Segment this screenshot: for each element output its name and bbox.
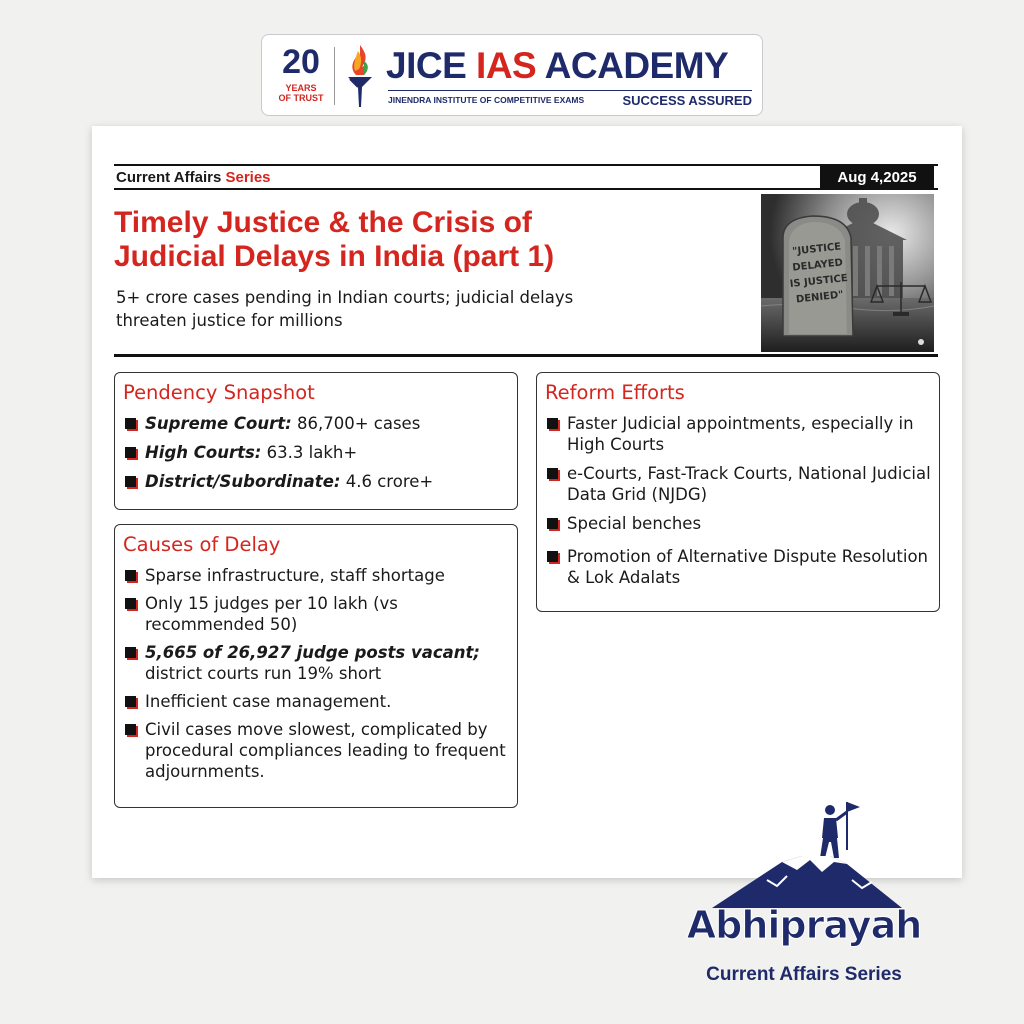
pendency-heading: Pendency Snapshot	[123, 381, 315, 404]
brand-word-jice: JICE	[386, 45, 467, 86]
square-bullet-icon	[125, 724, 136, 735]
series-rule-bottom	[114, 188, 938, 190]
svg-text:DELAYED: DELAYED	[791, 257, 844, 274]
reform-text: Faster Judicial appointments, especially in High Courts	[567, 414, 914, 454]
justice-delayed-illustration	[761, 194, 934, 352]
list-item	[545, 463, 933, 505]
brand-name	[386, 45, 728, 87]
reform-text: Special benches	[567, 514, 702, 533]
article-title: Timely Justice & the Crisis of Judicial Delays in India (part 1)	[114, 206, 555, 273]
square-bullet-icon	[125, 570, 136, 581]
years-number: 20	[282, 43, 320, 81]
brand-tagline: SUCCESS ASSURED	[622, 93, 752, 108]
cause-text: Sparse infrastructure, staff shortage	[145, 566, 445, 585]
years-caption: YEARS OF TRUST	[278, 83, 324, 103]
reform-list	[545, 413, 933, 596]
svg-text:"JUSTICE: "JUSTICE	[791, 241, 842, 258]
brand-subtitle: JINENDRA INSTITUTE OF COMPETITIVE EXAMS	[388, 95, 585, 105]
series-label	[116, 168, 271, 188]
article-card	[92, 126, 962, 878]
abhiprayah-logo	[672, 790, 932, 950]
square-bullet-icon	[125, 696, 136, 707]
list-item	[545, 513, 933, 534]
square-bullet-icon	[547, 551, 558, 562]
brand-word-ias: IAS	[476, 45, 537, 86]
square-bullet-icon	[547, 468, 558, 479]
series-label-main: Current Affairs	[116, 169, 222, 186]
abhiprayah-caption: Current Affairs Series	[706, 964, 902, 985]
reform-text: Promotion of Alternative Dispute Resolution & Lok Adalats	[567, 547, 929, 587]
pendency-list	[123, 413, 511, 500]
cause-text: Inefficient case management.	[145, 692, 392, 711]
article-subtitle: 5+ crore cases pending in Indian courts; judicial delays threaten justice for millions	[116, 288, 574, 330]
list-item	[123, 642, 511, 684]
pendency-label: High Courts:	[145, 443, 262, 462]
list-item	[545, 413, 933, 455]
cause-text: Civil cases move slowest, complicated by procedural compliances leading to frequent adjournments.	[145, 720, 506, 781]
list-item	[123, 442, 511, 463]
list-item	[123, 565, 511, 586]
reform-heading: Reform Efforts	[545, 381, 685, 404]
square-bullet-icon	[125, 418, 136, 429]
reform-text: e-Courts, Fast-Track Courts, National Judicial Data Grid (NJDG)	[567, 464, 931, 504]
pendency-label: District/Subordinate:	[145, 472, 341, 491]
pendency-value: 86,700+ cases	[296, 414, 421, 433]
series-label-accent: Series	[225, 169, 271, 186]
causes-heading: Causes of Delay	[123, 533, 281, 556]
pendency-label: Supreme Court:	[145, 414, 292, 433]
list-item	[123, 471, 511, 492]
logo-separator	[334, 47, 335, 105]
academy-logo-banner	[261, 34, 763, 116]
date-badge: Aug 4,2025	[820, 166, 934, 190]
svg-text:DENIED": DENIED"	[795, 289, 844, 306]
list-item	[123, 593, 511, 635]
square-bullet-icon	[125, 447, 136, 458]
square-bullet-icon	[125, 598, 136, 609]
header-divider	[114, 354, 938, 357]
brand-rule	[388, 90, 752, 91]
list-item	[545, 546, 933, 588]
square-bullet-icon	[125, 647, 136, 658]
pendency-value: 63.3 lakh+	[266, 443, 358, 462]
svg-text:IS JUSTICE: IS JUSTICE	[789, 273, 849, 291]
illustration-graphic	[761, 194, 934, 352]
list-item	[123, 691, 511, 712]
square-bullet-icon	[547, 518, 558, 529]
square-bullet-icon	[547, 418, 558, 429]
brand-word-academy: ACADEMY	[544, 45, 729, 86]
square-bullet-icon	[125, 476, 136, 487]
pendency-snapshot-panel	[114, 372, 518, 510]
abhiprayah-wordmark: Abhiprayah	[686, 903, 922, 947]
list-item	[123, 413, 511, 434]
cause-text: district courts run 19% short	[145, 664, 382, 683]
causes-list	[123, 565, 511, 789]
series-rule-top	[114, 164, 938, 166]
list-item	[123, 719, 511, 782]
cause-text: Only 15 judges per 10 lakh (vs recommended 50)	[145, 594, 398, 634]
reform-efforts-panel	[536, 372, 940, 612]
cause-emphasis: 5,665 of 26,927 judge posts vacant;	[145, 643, 481, 662]
torch-icon	[338, 41, 382, 111]
pendency-value: 4.6 crore+	[345, 472, 434, 491]
causes-of-delay-panel	[114, 524, 518, 808]
